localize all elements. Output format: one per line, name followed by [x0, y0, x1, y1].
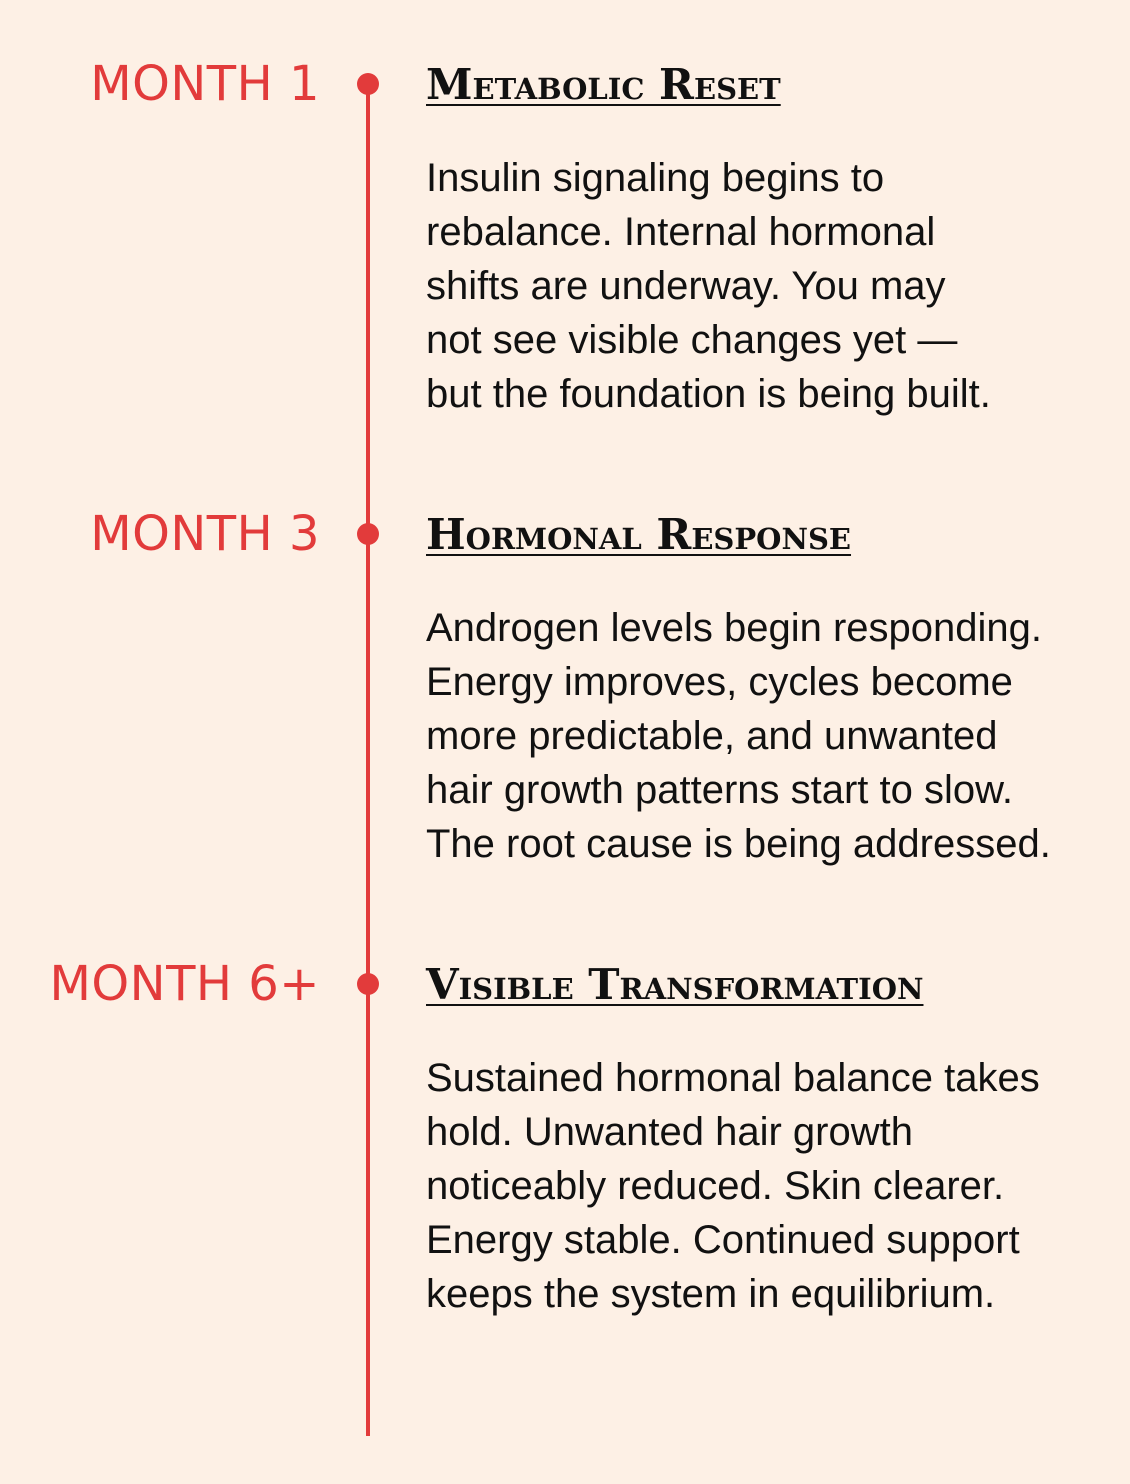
- milestone-description: [426, 1051, 1116, 1321]
- description-line: Insulin signaling begins to: [426, 156, 885, 200]
- month-label: MONTH 6+: [49, 956, 320, 1012]
- description-line: keeps the system in equilibrium.: [426, 1272, 996, 1316]
- milestone-dot: [357, 523, 379, 545]
- month-label: MONTH 3: [90, 506, 320, 562]
- description-line: more predictable, and unwanted: [426, 714, 998, 758]
- description-line: hair growth patterns start to slow.: [426, 768, 1013, 812]
- description-line: Energy stable. Continued support: [426, 1218, 1020, 1262]
- description-line: rebalance. Internal hormonal: [426, 210, 936, 254]
- milestone-description: [426, 151, 1116, 421]
- milestone-title: Hormonal Response: [426, 510, 852, 559]
- milestone-description: [426, 601, 1116, 871]
- description-line: shifts are underway. You may: [426, 264, 946, 308]
- description-line: not see visible changes yet —: [426, 318, 958, 362]
- description-line: Energy improves, cycles become: [426, 660, 1013, 704]
- description-line: noticeably reduced. Skin clearer.: [426, 1164, 1005, 1208]
- description-line: hold. Unwanted hair growth: [426, 1110, 913, 1154]
- description-line: but the foundation is being built.: [426, 372, 991, 416]
- description-line: Sustained hormonal balance takes: [426, 1056, 1040, 1100]
- milestone-dot: [357, 973, 379, 995]
- milestone-title: Visible Transformation: [426, 960, 924, 1009]
- month-label: MONTH 1: [90, 56, 320, 112]
- milestone-dot: [357, 73, 379, 95]
- timeline-line: [366, 84, 370, 1436]
- description-line: The root cause is being addressed.: [426, 822, 1051, 866]
- milestone-title: Metabolic Reset: [426, 60, 781, 109]
- description-line: Androgen levels begin responding.: [426, 606, 1042, 650]
